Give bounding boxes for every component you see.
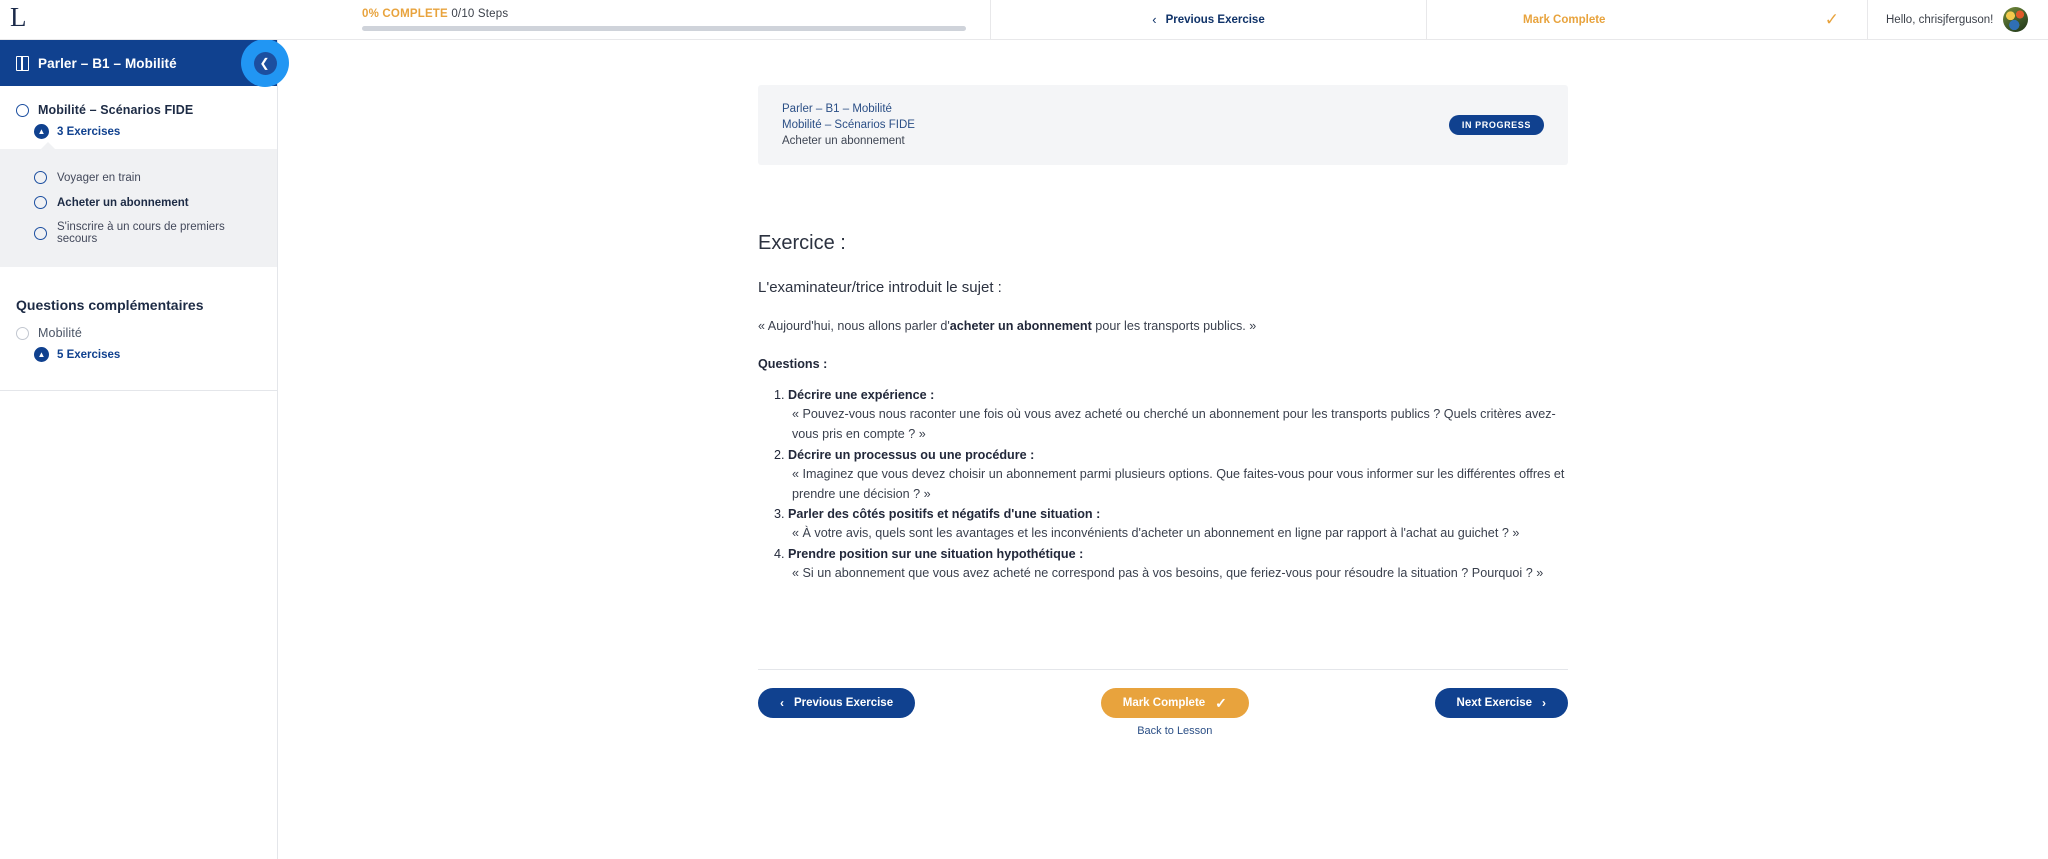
sidebar-section-title: Mobilité – Scénarios FIDE <box>38 103 194 117</box>
question-heading: Prendre position sur une situation hypothétique : <box>788 546 1084 561</box>
sidebar-item-mobilite[interactable] <box>0 323 277 343</box>
question-heading: Décrire une expérience : <box>788 387 935 402</box>
breadcrumb-card <box>758 85 1568 165</box>
sidebar-exercises-toggle[interactable] <box>0 120 277 143</box>
main-content <box>278 40 2048 859</box>
progress-bar <box>362 26 966 31</box>
quote-prefix: « Aujourd'hui, nous allons parler d' <box>758 319 950 333</box>
question-body: « Imaginez que vous devez choisir un abonnement parmi plusieurs options. Que faites-vous pour vous informer sur les différentes offres et prendre une décision ? » <box>792 466 1565 502</box>
circle-icon <box>34 196 47 209</box>
logo[interactable] <box>0 0 278 39</box>
sidebar-item-voyager-en-train[interactable] <box>0 165 277 190</box>
check-icon: ✓ <box>1824 10 1839 29</box>
mark-complete-group <box>1101 688 1249 737</box>
chevron-left-icon: ‹ <box>1152 12 1157 27</box>
next-exercise-label: Next Exercise <box>1456 697 1532 710</box>
divider <box>758 669 1568 670</box>
status-badge: IN PROGRESS <box>1449 115 1544 135</box>
circle-icon <box>16 104 29 117</box>
breadcrumb <box>782 103 915 147</box>
chevron-left-icon: ‹ <box>780 696 784 711</box>
user-greeting: Hello, chrisjferguson! <box>1886 13 1994 26</box>
course-progress <box>278 0 990 39</box>
mark-complete-label: Mark Complete <box>1122 697 1206 710</box>
question-body: « Pouvez-vous nous raconter une fois où vous avez acheté ou cherché un abonnement pour les transports publics ? Quels critères avez-vous pris en compte ? » <box>792 406 1556 442</box>
circle-icon <box>16 327 29 340</box>
book-icon <box>16 56 29 71</box>
sidebar-item-mobilite-scenarios-fide[interactable] <box>0 100 277 120</box>
quote-bold: acheter un abonnement <box>949 319 1092 333</box>
sidebar-exercises-count: 3 Exercises <box>57 125 121 138</box>
chevron-right-icon: › <box>1542 696 1546 711</box>
topbar-mark-complete-label: Mark Complete <box>1523 13 1606 26</box>
topbar-previous-exercise-button[interactable] <box>991 0 1426 39</box>
sidebar-exercise-list <box>0 149 277 267</box>
progress-steps: 0/10 Steps <box>451 8 509 20</box>
progress-label <box>362 8 966 20</box>
page-title: Exercice : <box>758 232 846 254</box>
sidebar-item-premiers-secours[interactable] <box>0 215 277 251</box>
sidebar-exercises-toggle[interactable] <box>0 343 277 366</box>
breadcrumb-item-current: Acheter un abonnement <box>782 135 905 147</box>
avatar <box>2003 7 2028 32</box>
circle-icon <box>34 227 47 240</box>
question-heading: Décrire un processus ou une procédure : <box>788 447 1035 462</box>
sidebar-course-title: Parler – B1 – Mobilité <box>38 55 177 71</box>
sidebar-exercises-count: 5 Exercises <box>57 348 121 361</box>
list-item <box>788 547 1568 583</box>
question-body: « Si un abonnement que vous avez acheté ne correspond pas à vos besoins, que feriez-vous pour résoudre la situation ? Pourquoi ? » <box>792 565 1544 580</box>
exercise-quote <box>758 317 1568 336</box>
sidebar-item-acheter-un-abonnement[interactable] <box>0 190 277 215</box>
back-to-lesson-link[interactable]: Back to Lesson <box>1137 725 1213 738</box>
sidebar-collapse-button[interactable] <box>241 39 289 87</box>
top-bar <box>0 0 2048 40</box>
sidebar-item-label: Voyager en train <box>57 171 141 184</box>
chevron-left-icon: ❮ <box>254 52 277 75</box>
sidebar-section-mobilite-scenarios <box>0 86 277 275</box>
progress-percent: 0% COMPLETE <box>362 8 448 20</box>
sidebar-group-heading: Questions complémentaires <box>16 297 204 313</box>
questions-list <box>758 388 1568 583</box>
topbar-mark-complete-button[interactable] <box>1427 0 1867 39</box>
chevron-up-icon: ▲ <box>34 124 49 139</box>
user-menu[interactable] <box>1868 0 2048 39</box>
mark-complete-button[interactable] <box>1101 688 1249 718</box>
list-item <box>788 388 1568 445</box>
exercise-navigation <box>758 688 1568 737</box>
check-icon: ✓ <box>1215 695 1227 712</box>
logo-mark: L <box>10 2 27 32</box>
sidebar-header <box>0 40 277 86</box>
chevron-down-icon: ▲ <box>34 347 49 362</box>
list-item <box>788 448 1568 505</box>
breadcrumb-item-course[interactable]: Parler – B1 – Mobilité <box>782 103 892 115</box>
quote-suffix: pour les transports publics. » <box>1091 319 1257 333</box>
breadcrumb-item-lesson[interactable]: Mobilité – Scénarios FIDE <box>782 119 915 131</box>
sidebar-item-label: S'inscrire à un cours de premiers secours <box>57 221 225 245</box>
next-exercise-button[interactable] <box>1435 688 1568 718</box>
divider <box>0 390 277 391</box>
previous-exercise-button[interactable] <box>758 688 915 718</box>
question-heading: Parler des côtés positifs et négatifs d'une situation : <box>788 507 1101 522</box>
course-sidebar <box>0 40 278 859</box>
circle-icon <box>34 171 47 184</box>
question-body: « À votre avis, quels sont les avantages et les inconvénients d'acheter un abonnement en ligne par rapport à l'achat au guichet ? » <box>792 526 1520 541</box>
exercise-intro: L'examinateur/trice introduit le sujet : <box>758 279 1002 296</box>
sidebar-item-label: Acheter un abonnement <box>57 196 189 209</box>
sidebar-section-mobilite <box>0 321 277 374</box>
list-item <box>788 507 1568 543</box>
previous-exercise-label: Previous Exercise <box>794 697 894 710</box>
sidebar-section-title: Mobilité <box>38 326 82 340</box>
questions-label: Questions : <box>758 356 828 371</box>
topbar-previous-exercise-label: Previous Exercise <box>1165 13 1265 26</box>
